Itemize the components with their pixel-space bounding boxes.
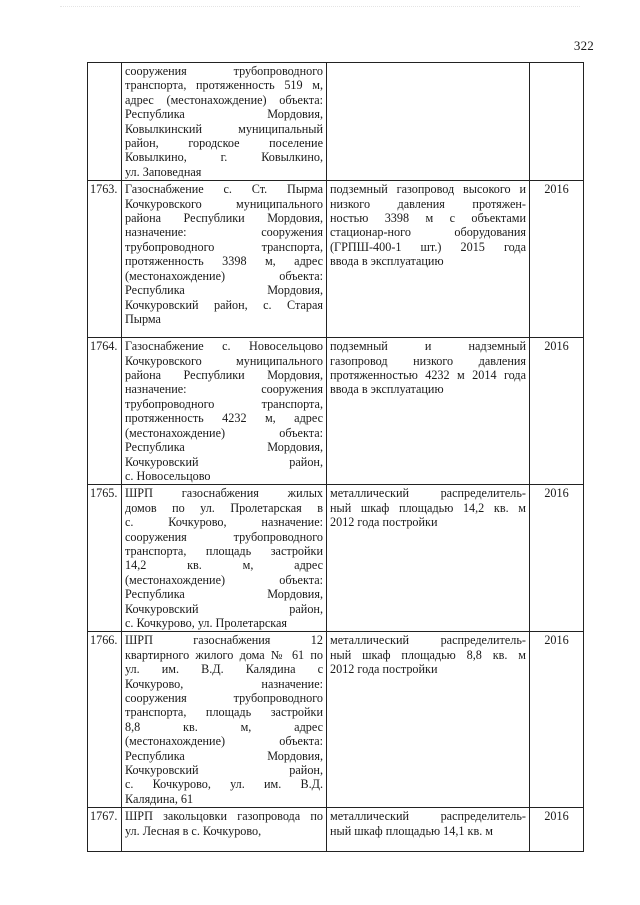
object-description-line: стационар-ного оборудования bbox=[330, 225, 526, 240]
object-name-line: сооружения трубопроводного bbox=[125, 64, 323, 78]
object-description-line: ввода в эксплуатацию bbox=[330, 382, 444, 397]
object-name-line: Республика Мордовия, bbox=[125, 440, 323, 455]
object-name-line: района Республики Мордовия, bbox=[125, 368, 323, 383]
object-name-cell bbox=[122, 181, 327, 338]
object-description-line: 2012 года постройки bbox=[330, 662, 438, 677]
object-name-line: Республика Мордовия, bbox=[125, 283, 323, 298]
object-name-line: 8,8 кв. м, адрес bbox=[125, 719, 323, 734]
object-name-line: с. Кочкурово, ул. им. В.Д. bbox=[125, 777, 323, 792]
object-description-line: подземный газопровод высокого и bbox=[330, 182, 526, 197]
object-name-line: ул. им. В.Д. Калядина с bbox=[125, 662, 323, 677]
object-name-line: квартирного жилого дома № 61 по bbox=[125, 647, 323, 662]
object-name-cell bbox=[122, 63, 327, 181]
object-name-line: с. Новосельцово bbox=[125, 468, 211, 483]
table-row bbox=[88, 808, 584, 852]
object-name-line: Кочкуровский район, с. Старая bbox=[125, 297, 323, 312]
object-description-line: протяженностью 4232 м 2014 года bbox=[330, 368, 526, 383]
object-name-line: Ковылкинский муниципальный bbox=[125, 121, 323, 136]
object-name-line: район, городское поселение bbox=[125, 136, 323, 151]
object-description-line: металлический распределитель- bbox=[330, 486, 526, 501]
object-name-line: (местонахождение) объекта: bbox=[125, 572, 323, 587]
table-row bbox=[88, 632, 584, 808]
object-description-line: ный шкаф площадью 14,2 кв. м bbox=[330, 500, 526, 515]
object-name-line: Кочкуровский район, bbox=[125, 763, 323, 778]
object-name-line: Кочкуровского муниципального bbox=[125, 353, 323, 368]
object-name-cell bbox=[122, 808, 327, 852]
object-description-line: (ГРПШ-400-1 шт.) 2015 года bbox=[330, 239, 526, 254]
object-name-line: Республика Мордовия, bbox=[125, 587, 323, 602]
object-description-line: металлический распределитель- bbox=[330, 633, 526, 648]
object-name-line: Ковылкино, г. Ковылкино, bbox=[125, 150, 323, 165]
table-row bbox=[88, 181, 584, 338]
object-description-line: низкого давления протяжен- bbox=[330, 196, 526, 211]
table-row bbox=[88, 63, 584, 181]
year-cell bbox=[530, 63, 584, 181]
object-name-line: назначение: сооружения bbox=[125, 225, 323, 240]
scan-artifact-line bbox=[60, 6, 580, 9]
object-name-line: района Республики Мордовия, bbox=[125, 211, 323, 226]
object-description-line: подземный и надземный bbox=[330, 339, 526, 354]
object-name-line: Республика Мордовия, bbox=[125, 748, 323, 763]
object-description-line: ный шкаф площадью 8,8 кв. м bbox=[330, 647, 526, 662]
row-number-cell: 1767. bbox=[88, 808, 122, 852]
row-number-cell: 1763. bbox=[88, 181, 122, 338]
object-description-cell bbox=[327, 63, 530, 181]
object-name-line: ШРП газоснабжения жилых bbox=[125, 486, 323, 501]
object-name-line: протяженность 4232 м, адрес bbox=[125, 411, 323, 426]
object-name-line: (местонахождение) объекта: bbox=[125, 268, 323, 283]
object-description-line: ностью 3398 м с объектами bbox=[330, 211, 526, 226]
object-name-line: транспорта, протяженность 519 м, bbox=[125, 78, 323, 93]
property-registry-table bbox=[87, 62, 584, 852]
object-description-line: ный шкаф площадью 14,1 кв. м bbox=[330, 823, 494, 838]
row-number-cell: 1765. bbox=[88, 485, 122, 632]
object-name-line: протяженность 3398 м, адрес bbox=[125, 254, 323, 269]
year-cell: 2016 bbox=[530, 181, 584, 338]
object-description-cell bbox=[327, 485, 530, 632]
object-description-line: 2012 года постройки bbox=[330, 515, 438, 530]
object-name-line: Пырма bbox=[125, 311, 161, 326]
object-name-cell bbox=[122, 485, 327, 632]
object-name-line: трубопроводного транспорта, bbox=[125, 239, 323, 254]
object-name-line: домов по ул. Пролетарская в bbox=[125, 500, 323, 515]
object-name-line: (местонахождение) объекта: bbox=[125, 734, 323, 749]
object-name-line: ШРП газоснабжения 12 bbox=[125, 633, 323, 648]
object-name-line: назначение: сооружения bbox=[125, 382, 323, 397]
object-name-line: Газоснабжение с. Новосельцово bbox=[125, 339, 323, 354]
object-description-line: ввода в эксплуатацию bbox=[330, 254, 444, 269]
object-name-line: 14,2 кв. м, адрес bbox=[125, 558, 323, 573]
object-name-line: адрес (местонахождение) объекта: bbox=[125, 92, 323, 107]
year-cell: 2016 bbox=[530, 808, 584, 852]
object-name-line: ул. Лесная в с. Кочкурово, bbox=[125, 823, 262, 838]
object-name-cell bbox=[122, 632, 327, 808]
object-description-cell bbox=[327, 632, 530, 808]
object-name-line: Республика Мордовия, bbox=[125, 107, 323, 122]
object-description-line: металлический распределитель- bbox=[330, 809, 526, 824]
object-name-line: Газоснабжение с. Ст. Пырма bbox=[125, 182, 323, 197]
object-name-line: транспорта, площадь застройки bbox=[125, 543, 323, 558]
object-description-line: газопровод низкого давления bbox=[330, 353, 526, 368]
object-name-line: (местонахождение) объекта: bbox=[125, 425, 323, 440]
table-row bbox=[88, 485, 584, 632]
row-number-cell bbox=[88, 63, 122, 181]
object-name-line: Кочкуровский район, bbox=[125, 601, 323, 616]
object-name-line: ШРП закольцовки газопровода по bbox=[125, 809, 323, 824]
table-row bbox=[88, 338, 584, 485]
object-name-line: Кочкуровский район, bbox=[125, 454, 323, 469]
registry-table-body bbox=[88, 63, 584, 852]
year-cell: 2016 bbox=[530, 338, 584, 485]
object-name-line: трубопроводного транспорта, bbox=[125, 396, 323, 411]
year-cell: 2016 bbox=[530, 632, 584, 808]
object-name-line: с. Кочкурово, ул. Пролетарская bbox=[125, 615, 288, 630]
object-description-cell bbox=[327, 181, 530, 338]
object-name-line: Кочкуровского муниципального bbox=[125, 196, 323, 211]
object-name-line: Калядина, 61 bbox=[125, 791, 194, 806]
object-name-line: с. Кочкурово, назначение: bbox=[125, 515, 323, 530]
object-description-cell bbox=[327, 808, 530, 852]
object-name-line: транспорта, площадь застройки bbox=[125, 705, 323, 720]
object-name-line: Кочкурово, назначение: bbox=[125, 676, 323, 691]
object-description-cell bbox=[327, 338, 530, 485]
object-name-line: ул. Заповедная bbox=[125, 164, 202, 179]
object-name-line: сооружения трубопроводного bbox=[125, 529, 323, 544]
object-name-line: сооружения трубопроводного bbox=[125, 691, 323, 705]
row-number-cell: 1766. bbox=[88, 632, 122, 808]
object-name-cell bbox=[122, 338, 327, 485]
page-number: 322 bbox=[573, 38, 594, 53]
row-number-cell: 1764. bbox=[88, 338, 122, 485]
year-cell: 2016 bbox=[530, 485, 584, 632]
